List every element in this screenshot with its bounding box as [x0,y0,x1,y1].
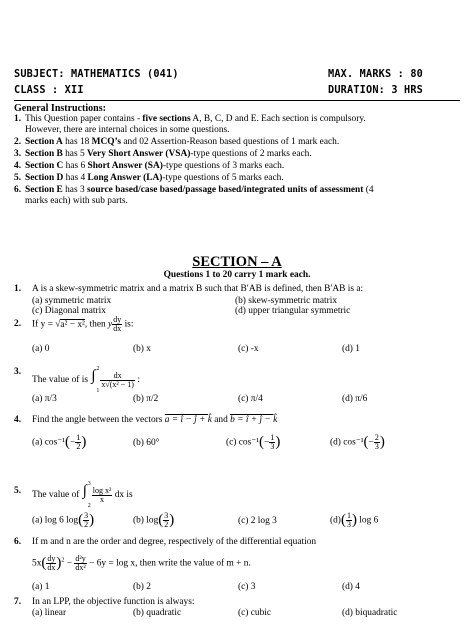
max-marks-label: MAX. MARKS : 80 [328,69,424,80]
option-c: (c) 2 log 3 [238,516,277,526]
option-d: (d) cos⁻¹(− $\frac{2}{3}$ ) [330,433,385,451]
option-a: (a) symmetric matrix [32,296,112,306]
question-number: 3. [14,367,22,377]
question-text: The value of is ∫ 2 1 $\frac{dx}{\text{x√(x² − 1)}}$ : [32,366,140,394]
question-text: If m and n are the order and degree, respectively of the differential equation [32,537,317,547]
question-number: 5. [14,486,22,496]
question-number: 2. [14,319,22,329]
integrand-fraction: $\frac{\text{log x²}}{x}$ [92,485,112,504]
option-a: (a) π/3 [32,394,57,404]
instructions-title: General Instructions: [14,103,106,114]
instruction-item: 2. Section A has 18 MCQ’s and 02 Assertion-Reason based questions of 1 mark each. [14,137,340,147]
option-b: (b) 2 [133,582,151,592]
option-c: (c) π/4 [238,394,263,404]
integral-sign: ∫ 2 1 [91,366,100,394]
option-a: (a) 0 [32,344,50,354]
option-d: (d) 1 [342,344,360,354]
option-d: (d) biquadratic [342,608,398,618]
question-number: 6. [14,537,22,547]
option-a: (a) linear [32,608,67,618]
question-text: If y = √a² − x², then y $\frac{dy}{dx}$ is: [32,315,134,333]
option-b: (b) π/2 [133,394,159,404]
integrand-fraction: $\frac{dx}{\text{x√(x² − 1)}}$ [101,370,134,389]
option-c: (c) Diagonal matrix [32,306,106,316]
subject-label: SUBJECT: MATHEMATICS (041) [14,69,179,80]
option-b: (b) quadratic [133,608,182,618]
section-title: SECTION – A [192,254,282,270]
class-label: CLASS : XII [14,85,84,96]
instruction-item: 3. Section B has 5 Very Short Answer (VSA)-type questions of 2 marks each. [14,149,312,159]
option-a: (a) cos⁻¹(− $\frac{1}{2}$ ) [32,433,87,451]
instruction-item: 4. Section C has 6 Short Answer (SA)-type questions of 3 marks each. [14,161,285,171]
section-subtitle: Questions 1 to 20 carry 1 mark each. [163,270,311,280]
option-c: (c) cubic [238,608,272,618]
question-number: 7. [14,597,22,607]
option-d: (d) π/6 [342,394,368,404]
option-d: (d) 4 [342,582,360,592]
question-text: Find the angle between the vectors a = î − ĵ + k̂ and b = î + ĵ − k̂ [32,415,278,425]
question-text: A is a skew-symmetric matrix and a matrix B such that B′AB is defined, then B′AB is a: [32,284,364,294]
question-paper-page: SUBJECT: MATHEMATICS (041) MAX. MARKS : 80 CLASS : XII DURATION: 3 HRS General Instructions: 1. This Question paper contains - five sections A, B, C, D and E. Each section is compulsory. However, there are internal choices in some questions. 2. Section A has 18 MCQ’s and 02 Assertion-Reason based questions of 1 mark each. 3. Section B has 5 Very Short Answer (VSA)-type questions of 2 marks each. 4. Section C has 6 Short Answer (SA)-type questions of 3 marks each. 5. Section D has 4 Long Answer (LA)-type questions of 5 marks each. 6. Section E has 3 source based/case based/passage based/integrated units of assessment (4 marks each) with sub parts. SECTION – A Questions 1 to 20 carry 1 mark each. 1. A is a skew-symmetric matrix and a matrix B such that B′AB is defined, then B′AB is a: (a) symmetric matrix (b) skew-symmetric matrix (c) Diagonal matrix (d) upper triangular symmetric 2. If y = √a² − x², then y $\frac{dy}{dx}$ is: (a) 0 (b) x (c) -x (d) 1 3. The value of is ∫ 2 1 $\frac{dx}{\text{x√(x² − 1)}}$ : (a) π/3 (b) π/2 (c) π/4 (d) π/6 4. Find the angle between the vectors a = î − ĵ + k̂ and b = î + ĵ − k̂ (a) cos⁻¹(− $\frac{1}{2}$ ) (b) 60° (c) cos⁻¹(− $\frac{1}{3}$ ) (d) cos⁻¹(− $\frac{2}{3}$ ) 5. The value of ∫ 3 2 $\frac{\text{log x²}}{x}$ dx is (a) log 6 log( $\frac{3}{2}$ ) (b) log( $\frac{3}{2}$ ) (c) 2 log 3 (d)( $\frac{1}{3}$ ) log 6 6. If m and n are the order and degree, respectively of the differential equation 5x( $\frac{dy}{dx}$ )$^2$ − $\frac{\text{d²y}}{\text{dx²}}$ − 6y = log x, then write the value of m + n. (a) 1 (b) 2 (c) 3 (d) 4 7. In an LPP, the objective function is always: (a) linear (b) quadratic (c) cubic (d) biquadratic [0,0,474,632]
header-divider [14,100,460,101]
option-b: (b) 60° [133,438,160,448]
question-number: 4. [14,415,22,425]
question-text: The value of ∫ 3 2 $\frac{\text{log x²}}{x}$ dx is [32,481,133,509]
question-number: 1. [14,284,22,294]
duration-label: DURATION: 3 HRS [328,85,424,96]
option-c: (c) -x [238,344,259,354]
integral-sign: ∫ 3 2 [82,481,91,509]
option-d: (d)( $\frac{1}{3}$ ) log 6 [330,511,379,529]
derivative-fraction: $\frac{dy}{dx}$ [113,315,122,333]
option-a: (a) 1 [32,582,50,592]
instruction-item: 1. This Question paper contains - five sections A, B, C, D and E. Each section is compulsory. However, there are internal choices in some questions. [14,114,366,136]
option-b: (b) x [133,344,151,354]
question-text: In an LPP, the objective function is always: [32,597,195,607]
option-b: (b) skew-symmetric matrix [235,296,338,306]
instruction-item: 5. Section D has 4 Long Answer (LA)-type questions of 5 marks each. [14,173,284,183]
option-c: (c) cos⁻¹(− $\frac{1}{3}$ ) [226,433,281,451]
sqrt-expression: √a² − x² [55,319,85,330]
instruction-item: 6. Section E has 3 source based/case based/passage based/integrated units of assessment (4 marks each) with sub parts. [14,185,374,207]
option-c: (c) 3 [238,582,256,592]
option-a: (a) log 6 log( $\frac{3}{2}$ ) [32,511,95,529]
option-b: (b) log( $\frac{3}{2}$ ) [133,511,175,529]
option-d: (d) upper triangular symmetric [235,306,351,316]
